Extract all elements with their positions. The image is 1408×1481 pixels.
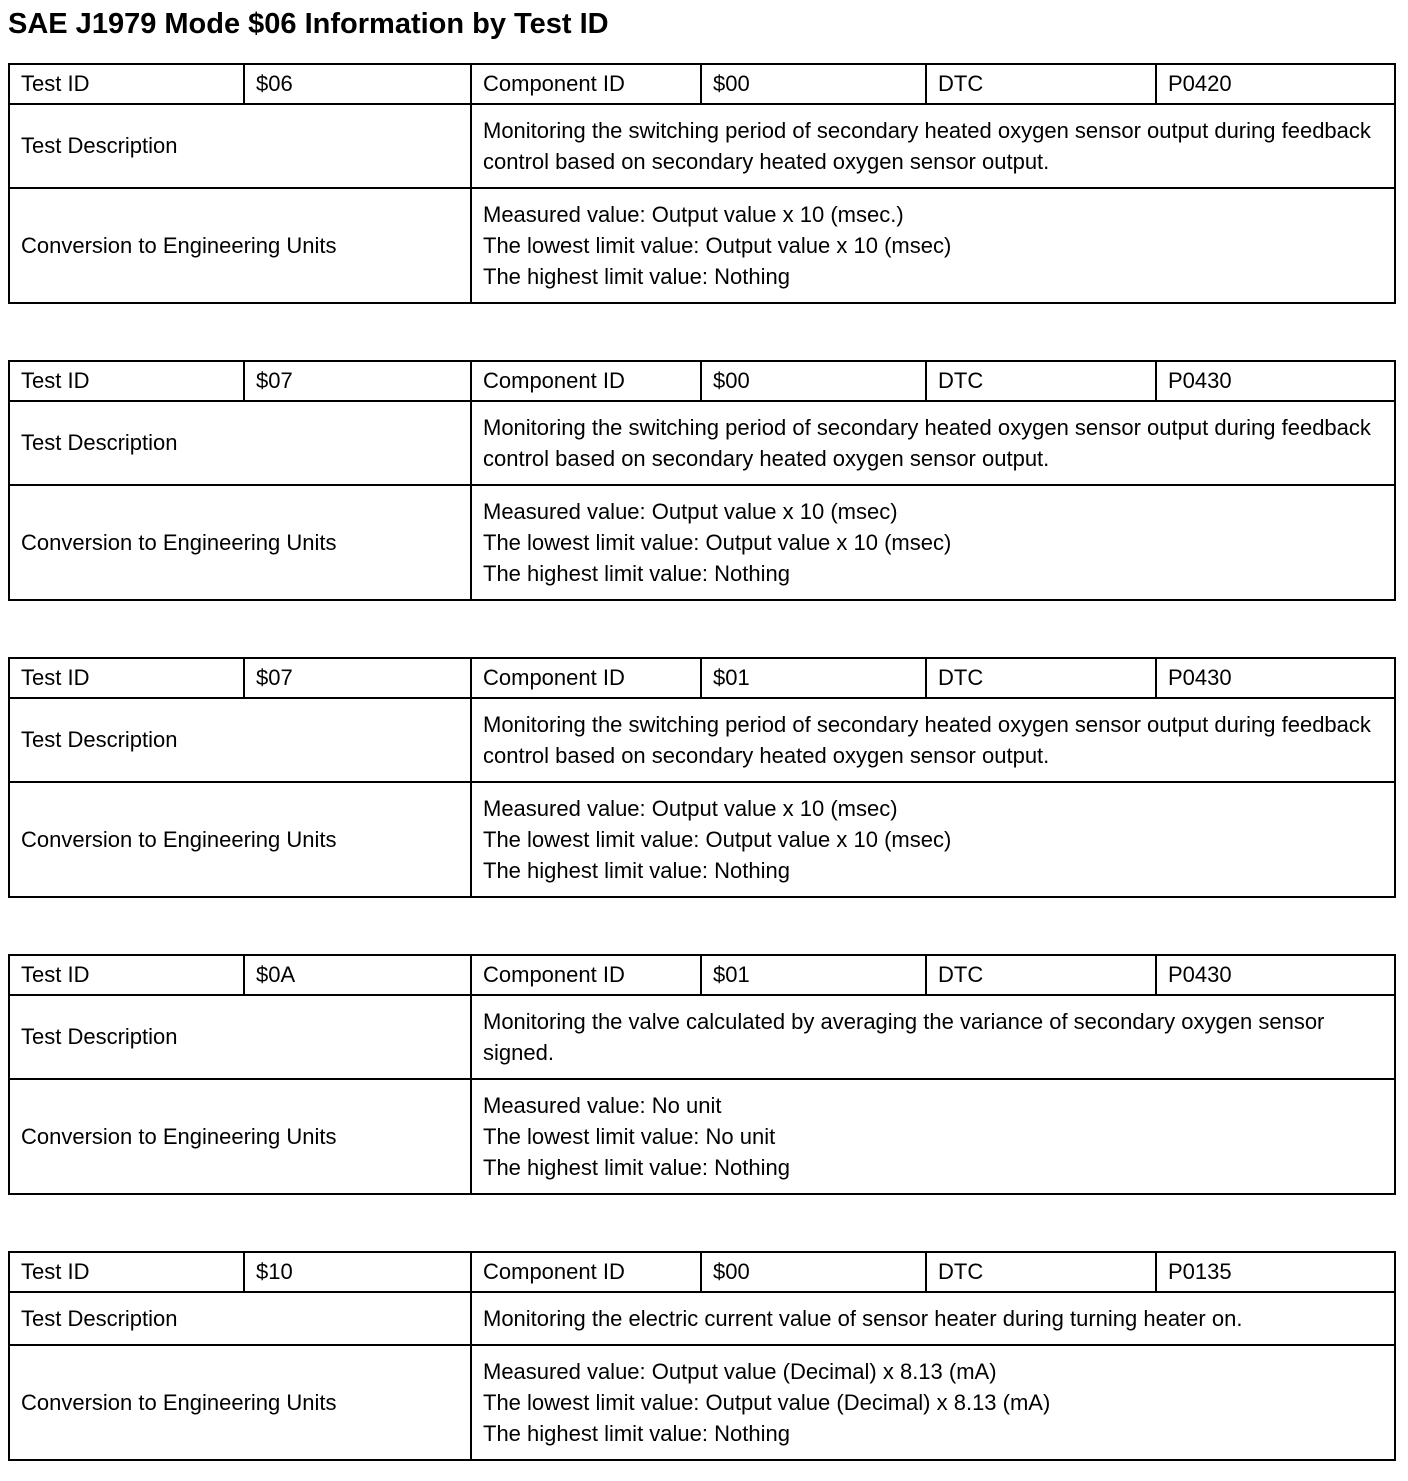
conversion-row [10, 484, 1394, 599]
test-id-label: Test ID [21, 71, 90, 96]
component-id-label: Component ID [470, 1253, 700, 1291]
test-table-5 [8, 1251, 1396, 1461]
test-description-value: Monitoring the valve calculated by averaging the variance of secondary oxygen sensor signed. [470, 996, 1394, 1078]
test-id-label: Test ID [21, 1259, 90, 1284]
test-description-value: Monitoring the switching period of secondary heated oxygen sensor output during feedback control based on secondary heated oxygen sensor output. [470, 402, 1394, 484]
conversion-value [470, 1080, 1394, 1193]
dtc-label: DTC [925, 65, 1155, 103]
dtc-value: P0430 [1155, 659, 1394, 697]
conversion-label: Conversion to Engineering Units [21, 529, 337, 555]
component-id-label: Component ID [470, 65, 700, 103]
dtc-label: DTC [925, 956, 1155, 994]
description-row [10, 400, 1394, 484]
table-header-row [10, 1253, 1394, 1291]
test-id-value: $07 [243, 362, 470, 400]
conversion-line: Measured value: Output value x 10 (msec) [483, 796, 898, 821]
test-description-label: Test Description [21, 727, 178, 752]
conversion-value [470, 783, 1394, 896]
conversion-line: The highest limit value: Nothing [483, 1421, 790, 1446]
component-id-label: Component ID [470, 659, 700, 697]
conversion-line: Measured value: Output value x 10 (msec) [483, 499, 898, 524]
table-header-row [10, 65, 1394, 103]
dtc-value: P0420 [1155, 65, 1394, 103]
test-description-value: Monitoring the switching period of secondary heated oxygen sensor output during feedback control based on secondary heated oxygen sensor output. [470, 699, 1394, 781]
test-id-value: $07 [243, 659, 470, 697]
test-id-label: Test ID [21, 368, 90, 393]
description-row [10, 103, 1394, 187]
conversion-row [10, 781, 1394, 896]
component-id-value: $00 [700, 65, 925, 103]
conversion-label: Conversion to Engineering Units [21, 1389, 337, 1415]
conversion-label: Conversion to Engineering Units [21, 826, 337, 852]
dtc-label: DTC [925, 659, 1155, 697]
conversion-row [10, 1344, 1394, 1459]
test-description-label: Test Description [21, 1024, 178, 1049]
test-description-value: Monitoring the switching period of secondary heated oxygen sensor output during feedback control based on secondary heated oxygen sensor output. [470, 105, 1394, 187]
test-id-value: $06 [243, 65, 470, 103]
conversion-line: The lowest limit value: Output value x 10 (msec) [483, 827, 952, 852]
conversion-row [10, 1078, 1394, 1193]
dtc-value: P0135 [1155, 1253, 1394, 1291]
conversion-line: Measured value: Output value x 10 (msec.) [483, 202, 904, 227]
conversion-line: The highest limit value: Nothing [483, 858, 790, 883]
dtc-value: P0430 [1155, 362, 1394, 400]
dtc-label: DTC [925, 362, 1155, 400]
test-table-4 [8, 954, 1396, 1195]
conversion-line: The lowest limit value: No unit [483, 1124, 776, 1149]
conversion-value [470, 1346, 1394, 1459]
table-header-row [10, 362, 1394, 400]
conversion-line: Measured value: Output value (Decimal) x 8.13 (mA) [483, 1359, 997, 1384]
conversion-label: Conversion to Engineering Units [21, 232, 337, 258]
test-description-value: Monitoring the electric current value of sensor heater during turning heater on. [470, 1293, 1394, 1344]
component-id-value: $01 [700, 956, 925, 994]
conversion-value [470, 486, 1394, 599]
component-id-value: $01 [700, 659, 925, 697]
table-header-row [10, 956, 1394, 994]
description-row [10, 1291, 1394, 1344]
test-id-label: Test ID [21, 962, 90, 987]
conversion-value [470, 189, 1394, 302]
conversion-line: The lowest limit value: Output value (Decimal) x 8.13 (mA) [483, 1390, 1051, 1415]
dtc-value: P0430 [1155, 956, 1394, 994]
description-row [10, 994, 1394, 1078]
component-id-label: Component ID [470, 956, 700, 994]
conversion-label: Conversion to Engineering Units [21, 1123, 337, 1149]
test-id-value: $10 [243, 1253, 470, 1291]
dtc-label: DTC [925, 1253, 1155, 1291]
test-id-label: Test ID [21, 665, 90, 690]
component-id-label: Component ID [470, 362, 700, 400]
conversion-line: The lowest limit value: Output value x 10 (msec) [483, 233, 952, 258]
conversion-line: The lowest limit value: Output value x 10 (msec) [483, 530, 952, 555]
test-description-label: Test Description [21, 133, 178, 158]
test-id-value: $0A [243, 956, 470, 994]
test-description-label: Test Description [21, 430, 178, 455]
test-table-1 [8, 63, 1396, 304]
conversion-line: The highest limit value: Nothing [483, 264, 790, 289]
test-description-label: Test Description [21, 1305, 178, 1331]
table-header-row [10, 659, 1394, 697]
component-id-value: $00 [700, 362, 925, 400]
test-table-3 [8, 657, 1396, 898]
description-row [10, 697, 1394, 781]
test-table-2 [8, 360, 1396, 601]
conversion-row [10, 187, 1394, 302]
conversion-line: The highest limit value: Nothing [483, 1155, 790, 1180]
conversion-line: Measured value: No unit [483, 1093, 722, 1118]
component-id-value: $00 [700, 1253, 925, 1291]
page-title: SAE J1979 Mode $06 Information by Test ID [8, 8, 609, 40]
conversion-line: The highest limit value: Nothing [483, 561, 790, 586]
